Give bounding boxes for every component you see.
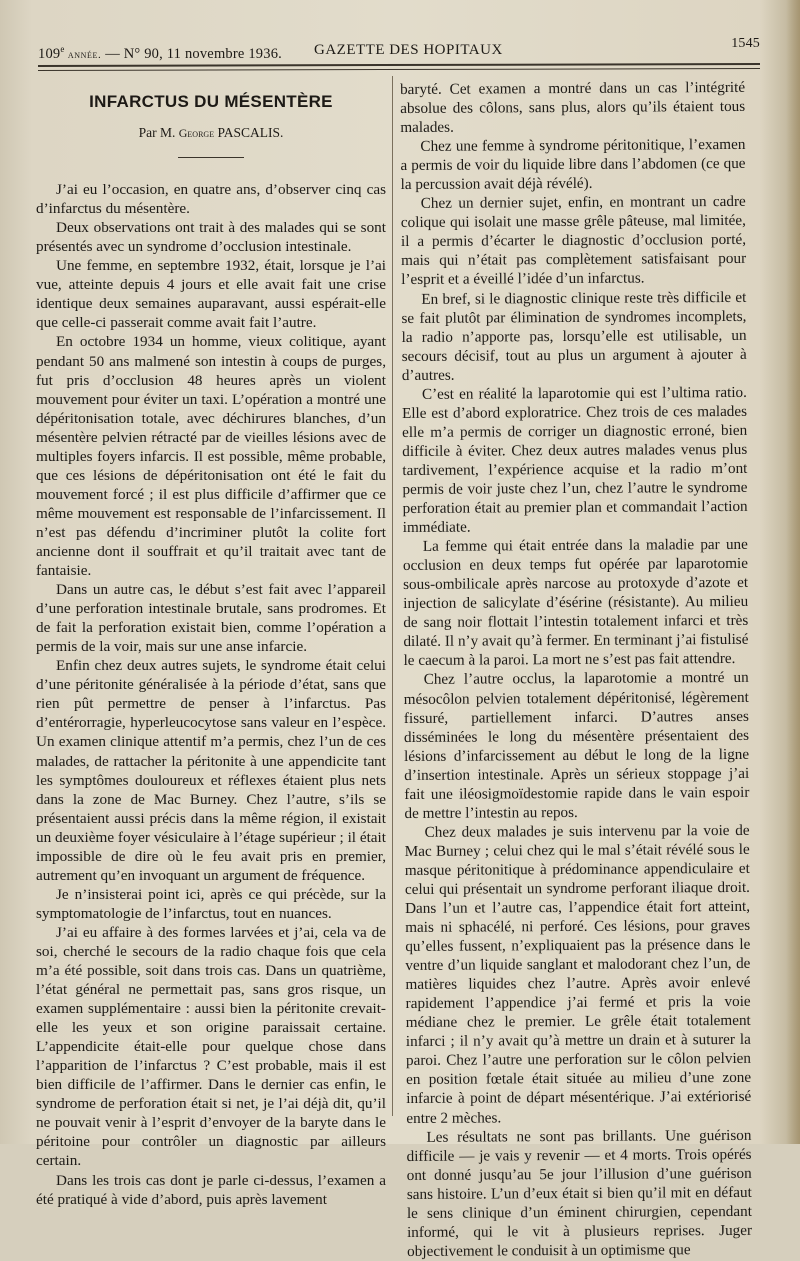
left-column-text <box>36 180 386 1209</box>
paragraph: En bref, si le diagnostic clinique reste très difficile et se fait plutôt par élimination de syndromes incomplets, la radio n’apporte pas, lorsqu’elle est utilisable, un secours décisif, tout au plus un argument à ajouter à d’autres. <box>401 288 747 384</box>
issue-number-date: — N° 90, 11 novembre 1936. <box>101 45 282 62</box>
author-last-name: PASCALIS. <box>214 125 284 141</box>
paragraph: Chez deux malades je suis intervenu par la voie de Mac Burney ; celui chez qui le mal s’était révélé sous le masque péritonitique à prédominance appendiculaire et celui qui présentait un syndrome perforant iliaque droit. Dans l’un et l’autre cas, l’appendice était fort atteint, mais ni sphacélé, ni perforé. Ces lésions, pour graves qu’elles fussent, n’expliquaient pas la présence dans le ventre d’un liquide sanglant et malodorant chez l’un, de matières liquides chez l’autre. Après avoir enlevé rapidement l’appendice j’ai fermé et pris la voie médiane chez le premier. Le grêle était totalement infarci ; il n’y avait qu’à mettre un drain et à suturer la paroi. Chez l’autre une perforation sur le côlon pelvien en position fœtale était située au milieu d’une zone infarcie à point de départ mésentérique. J’ai extériorisé entre 2 mèches. <box>404 821 752 1127</box>
paragraph: Les résultats ne sont pas brillants. Une guérison difficile — je vais y revenir — et 4 morts. Trois opérés ont donné jusqu’au 5e jour l’illusion d’une guérison sans histoire. L’un d’eux était si bien qu’il mit en défaut le sens clinique d’un éminent chirurgien, cependant informé, qui le vit à plusieurs reprises. Juger objectivement le conduisit à un optimisme que <box>406 1126 753 1260</box>
paragraph: Une femme, en septembre 1932, était, lorsque je l’ai vue, atteinte depuis 4 jours et elle avait fait une crise identique deux semaines auparavant, aussi espérait-elle que celle-ci passerait comme avait fait l’autre. <box>36 257 386 332</box>
page-edge-shadow <box>786 0 800 1144</box>
paragraph: J’ai eu l’occasion, en quatre ans, d’observer cinq cas d’infarctus du mésentère. <box>36 181 386 218</box>
author-first-name: George <box>178 126 215 141</box>
issue-volume: 109 <box>38 45 61 62</box>
paragraph: Dans les trois cas dont je parle ci-dessus, l’examen a été pratiqué à vide d’abord, puis après lavement <box>36 1171 386 1208</box>
page-number: 1545 <box>731 36 760 51</box>
title-separator <box>178 157 244 158</box>
paragraph: baryté. Cet examen a montré dans un cas l’intégrité absolue des côlons, sans plus, alors qu’ils étaient tous malades. <box>400 78 746 137</box>
journal-title: GAZETTE DES HOPITAUX <box>314 42 503 58</box>
issue-info <box>38 44 282 63</box>
paragraph: C’est en réalité la laparotomie qui est l’ultima ratio. Elle est d’abord exploratrice. Chez trois de ces malades elle m’a permis de corriger un diagnostic erroné, bien difficile à éviter. Chez deux autres malades venus plus tardivement, l’expérience acquise et la radio m’ont permis de voir juste chez l’un, chez l’autre le syndrome perforation était au premier plan et commandait l’action immédiate. <box>401 383 748 537</box>
header-rule-top <box>38 63 760 67</box>
paragraph: Chez une femme à syndrome péritonitique, l’examen a permis de voir du liquide libre dans l’abdomen (ce que la percussion avait déjà révélé). <box>400 136 746 194</box>
paragraph: Dans un autre cas, le début s’est fait avec l’appareil d’une perforation intestinale brutale, sans prodromes. Et de fait la perforation existait bien, comme l’opération a permis de la voir, mais sur une anse infarcie. <box>36 581 386 656</box>
paragraph: En octobre 1934 un homme, vieux colitique, ayant pendant 50 ans malmené son intestin à coups de purges, fut pris d’occlusion 48 heures après un violent mouvement pour éviter un taxi. L’opération a montré une dépéritonisation totale, avec déchirures blanches, d’un mésentère pelvien rétracté par de vieilles lésions avec de multiples foyers infarcis. Il est possible, même probable, que ces lésions de dépéritonisation ont été le fait du mouvement forcé ; il est plus difficile d’affirmer que ce même mouvement est responsable de l’infarcissement. Il n’est pas défendu d’incriminer plutôt la colite fort ancienne dont il souffrait et qu’il traitait avec tant de fantaisie. <box>36 333 386 580</box>
right-column-text <box>400 78 752 1261</box>
paragraph: Chez un dernier sujet, enfin, en montrant un cadre colique qui isolait une masse grêle pâteuse, mal limitée, il a permis d’écarter le diagnostic d’occlusion porté, mais qui n’était pas complètement satisfaisant pour l’esprit et a éveillé l’idée d’un infarctus. <box>400 193 747 289</box>
byline-prefix: Par M. <box>138 125 179 141</box>
left-column <box>36 82 386 1209</box>
article-title: INFARCTUS DU MÉSENTÈRE <box>89 92 333 111</box>
header-rule-bottom <box>38 68 760 71</box>
paragraph: Deux observations ont trait à des malades qui se sont présentés avec un syndrome d’occlusion intestinale. <box>36 219 386 256</box>
issue-volume-suffix: e <box>60 44 65 54</box>
paragraph: Je n’insisterai point ici, après ce qui précède, sur la symptomatologie de l’infarctus, tout en nuances. <box>36 885 386 922</box>
paragraph: Chez l’autre occlus, la laparotomie a montré un mésocôlon pelvien totalement dépéritonisé, légèrement fissuré, partiellement infarci. D’autres anses disséminées le long du mésentère présentaient des lésions d’infarcissement au début le long de la ligne d’insertion intestinale. Après un sérieux stoppage j’ai fait une iléosigmoïdestomie rapide dans le vain espoir de mettre l’intestin au repos. <box>403 669 750 822</box>
article-byline <box>36 123 386 143</box>
paragraph: J’ai eu affaire à des formes larvées et j’ai, cela va de soi, cherché le secours de la radio chaque fois que cela m’a été possible, soit dans trois cas. Dans un quatrième, l’état général ne permettait pas, sans gros risque, un examen supplémentaire : aussi bien la péritonite crevait-elle les yeux et son origine paraissait certaine. L’appendicite était-elle pour quelque chose dans l’apparition de l’infarctus ? C’est probable, mais il est bien difficile de l’affirmer. Dans le dernier cas enfin, le syndrome de perforation était si net, je l’ai déjà dit, qu’il ne pouvait venir à l’esprit d’envoyer de la baryte dans le péritoine pour contrôler un diagnostic par ailleurs certain. <box>36 923 386 1170</box>
right-column <box>400 78 752 1261</box>
column-divider <box>392 76 393 1116</box>
page-header <box>38 36 760 62</box>
paragraph: La femme qui était entrée dans la maladie par une occlusion en deux temps fut opérée par laparotomie sous-ombilicale après narcose au protoxyde d’azote et injection de salicylate d’ésérine (résistante). Au milieu de sang noir flottait l’intestin totalement infarci et très dilaté. Il n’y avait qu’à fermer. En terminant j’ai fistulisé le caecum à la paroi. La mort ne s’est pas fait attendre. <box>402 536 749 670</box>
paragraph: Enfin chez deux autres sujets, le syndrome était celui d’une péritonite généralisée à la période d’état, sans que rien pût permettre de penser à l’infarctus. Pas d’entérorragie, hyperleucocytose sans valeur en l’espèce. Un examen clinique attentif m’a permis, chez l’un de ces malades, de rattacher la péritonite à une appendicite tant les symptômes douloureux et réflexes étaient plus nets dans la zone de Mac Burney. Chez l’autre, s’ils se présentaient aussi précis dans la même région, il existait un deuxième foyer vésiculaire à l’étage supérieur ; il était impossible de dire où le feu avait pris en premier, autrement qu’en invoquant un argument de fréquence. <box>36 657 386 884</box>
issue-year-label: année. <box>64 48 102 61</box>
